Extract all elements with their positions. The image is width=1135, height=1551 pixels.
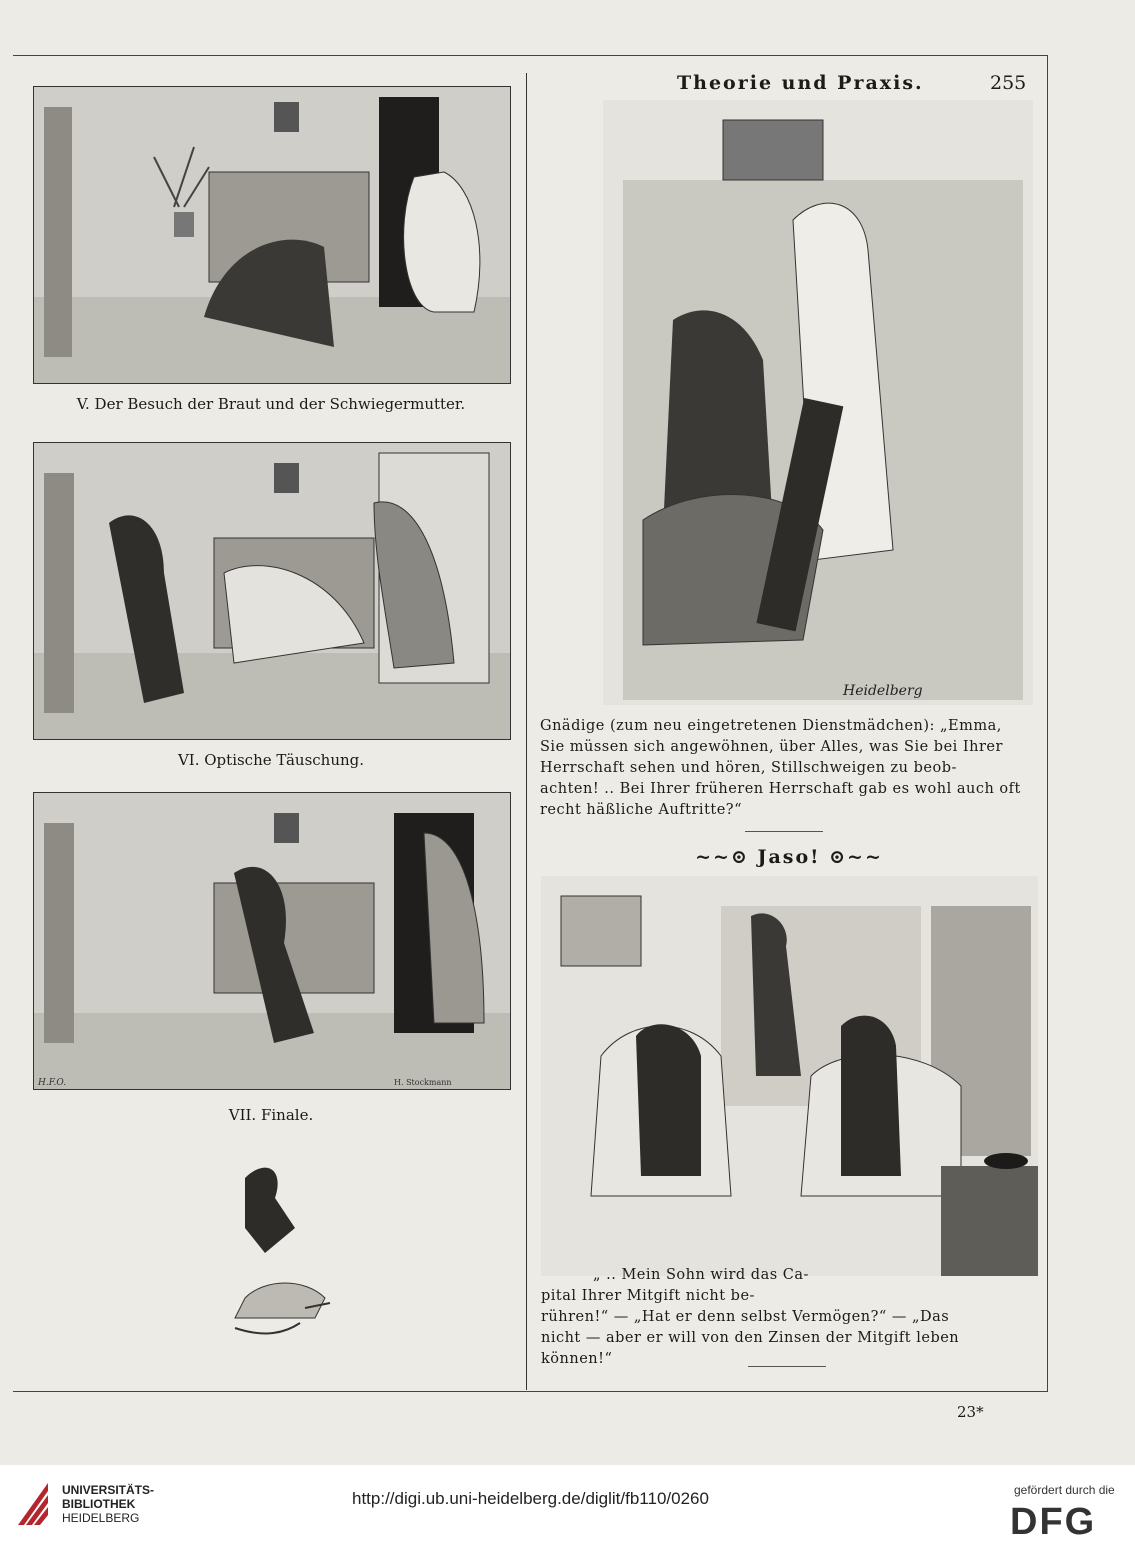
illustration-maid (603, 100, 1033, 705)
quote-line: Gnädige (zum neu eingetretenen Dienstmädchen): „Emma, (540, 718, 1002, 734)
digitization-footer (0, 1465, 1135, 1551)
library-name (62, 1483, 154, 1525)
illustration-finale-drawing (34, 793, 510, 1089)
dialogue-line: rühren!“ — „Hat er denn selbst Vermögen?“ — „Das (541, 1309, 950, 1325)
ornament-left: ~~⊙ (695, 846, 758, 868)
sheet-signature-mark: 23* (957, 1403, 984, 1421)
dialogue-line: nicht — aber er will von den Zinsen der Mitgift leben (541, 1330, 960, 1346)
illustration-dowry (541, 876, 1038, 1276)
quote-line: Herrschaft sehen und hören, Stillschweigen zu beob- (540, 760, 957, 776)
section-title (694, 846, 884, 868)
caption-finale: VII. Finale. (228, 1106, 314, 1124)
dialogue-line: können!“ (541, 1351, 613, 1367)
library-name-line: HEIDELBERG (62, 1511, 140, 1525)
dfg-logo: DFG (1010, 1501, 1097, 1543)
funding-note: gefördert durch die (1014, 1483, 1115, 1497)
quote-line: recht häßliche Auftritte?“ (540, 802, 742, 818)
vignette-devil-drawing (205, 1158, 355, 1338)
library-name-line: UNIVERSITÄTS- (62, 1483, 155, 1497)
illustrator-signature: Heidelberg (843, 683, 923, 699)
vignette-devil (205, 1158, 355, 1338)
caption-optical-illusion: VI. Optische Täuschung. (177, 751, 365, 769)
dialogue-paragraph (541, 1265, 1036, 1370)
quote-line: achten! .. Bei Ihrer früheren Herrschaft gab es wohl auch oft (540, 781, 1021, 797)
engraver-signature: H. Stockmann (394, 1078, 452, 1087)
running-title: Theorie und Praxis. (677, 72, 924, 94)
separator-rule (745, 831, 823, 832)
library-logo-icon (14, 1479, 52, 1529)
section-title-text: Jaso! (757, 846, 821, 868)
illustration-maid-drawing (603, 100, 1033, 705)
caption-visit: V. Der Besuch der Braut und der Schwiegermutter. (76, 395, 466, 413)
dialogue-line: „ .. Mein Sohn wird das Ca- (593, 1267, 809, 1283)
page-number: 255 (990, 72, 1027, 94)
source-url-link[interactable]: http://digi.ub.uni-heidelberg.de/diglit/fb110/0260 (352, 1489, 709, 1508)
ornament-right: ⊙~~ (820, 846, 883, 868)
illustration-finale (33, 792, 511, 1090)
column-divider (526, 73, 527, 1390)
illustration-visit-drawing (34, 87, 510, 383)
illustration-visit (33, 86, 511, 384)
artist-initials: H.F.O. (38, 1078, 67, 1088)
illustration-optical-illusion-drawing (34, 443, 510, 739)
illustration-optical-illusion (33, 442, 511, 740)
illustration-dowry-drawing (541, 876, 1038, 1276)
dialogue-line: pital Ihrer Mitgift nicht be- (541, 1288, 755, 1304)
library-name-line: BIBLIOTHEK (62, 1497, 136, 1511)
quote-line: Sie müssen sich angewöhnen, über Alles, was Sie bei Ihrer (540, 739, 1003, 755)
closing-rule (748, 1366, 826, 1367)
quote-paragraph (540, 716, 1035, 821)
